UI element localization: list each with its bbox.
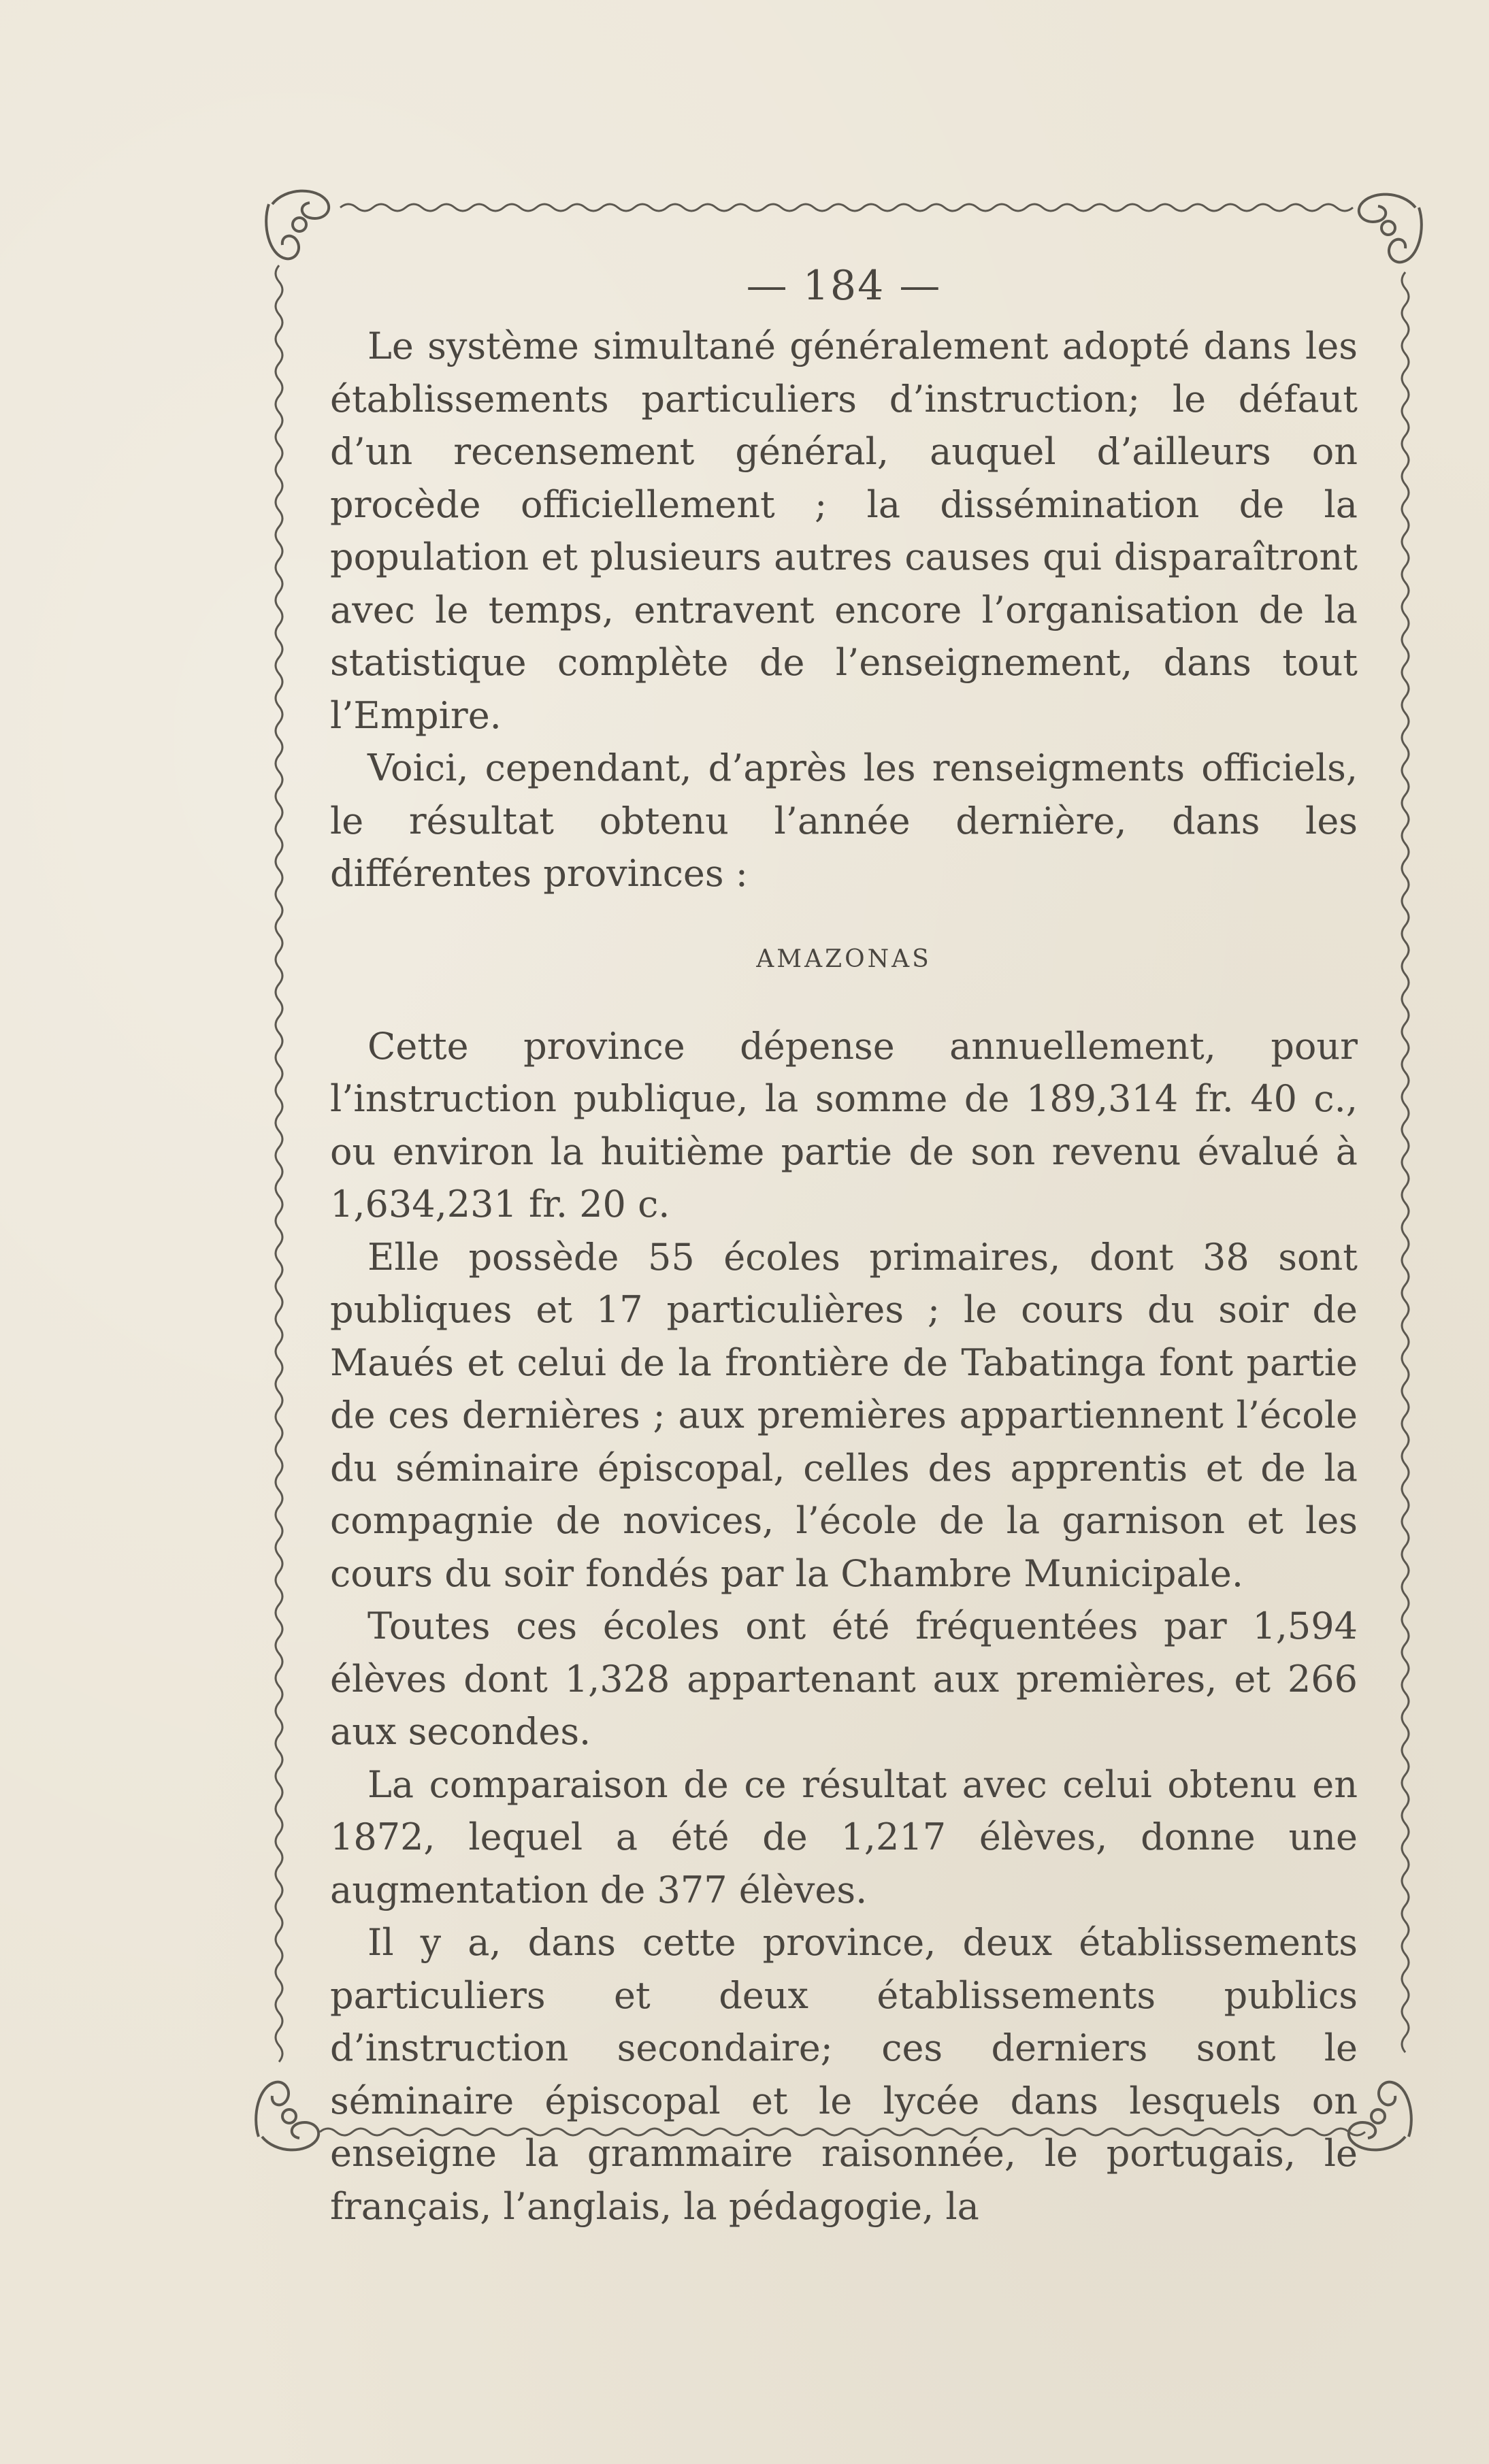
text-block — [330, 259, 1358, 2233]
left-border-line — [276, 265, 282, 2062]
corner-ornament-top-left — [266, 191, 329, 259]
paragraph-section-4: La comparaison de ce résultat avec celui obtenu en 1872, lequel a été de 1,217 élèves, donne une augmentation de 377 élèves. — [330, 1762, 1358, 1911]
paragraph-section-5: Il y a, dans cette province, deux établissements particuliers et deux établissements publics d’instruction secondaire; ces derniers sont le séminaire épiscopal et le lycée dans lesquels on enseigne la grammaire raisonnée, le portugais, le français, l’anglais, la pédagogie, la — [330, 1921, 1358, 2228]
paragraph-section-3: Toutes ces écoles ont été fréquentées par 1,594 élèves dont 1,328 appartenant aux premières, et 266 aux secondes. — [330, 1605, 1358, 1753]
top-border-line — [340, 204, 1353, 211]
corner-ornament-top-right — [1359, 195, 1422, 263]
paragraph-intro-2: Voici, cependant, d’après les renseigments officiels, le résultat obtenu l’année dernière, dans les différentes provinces : — [330, 746, 1358, 895]
paragraph-section-1: Cette province dépense annuellement, pour l’instruction publique, la somme de 189,314 fr. 40 c., ou environ la huitième partie de son revenu évalué à 1,634,231 fr. 20 c. — [330, 1024, 1358, 1226]
paragraph-intro-1: Le système simultané généralement adopté dans les établissements particuliers d’instruction; le défaut d’un recensement général, auquel d’ailleurs on procède officiellement ; la dissémination de la population et plusieurs autres causes qui disparaîtront avec le temps, entravent encore l’organisation de la statistique complète de l’enseignement, dans tout l’Empire. — [330, 325, 1358, 737]
corner-ornament-bottom-left — [256, 2082, 318, 2150]
page-number: — 184 — — [746, 262, 942, 310]
paragraph-section-2: Elle possède 55 écoles primaires, dont 38 sont publiques et 17 particulières ; le cours du soir de Maués et celui de la frontière de Tabatinga font partie de ces dernières ; aux premières appartiennent l’école du séminaire épiscopal, celles des apprentis et de la compagnie de novices, l’école de la garnison et les cours du soir fondés par la Chambre Municipale. — [330, 1235, 1358, 1595]
section-heading-amazonas: AMAZONAS — [756, 944, 932, 973]
corner-ornament-bottom-right — [1349, 2082, 1411, 2150]
right-border-line — [1402, 272, 1409, 2052]
